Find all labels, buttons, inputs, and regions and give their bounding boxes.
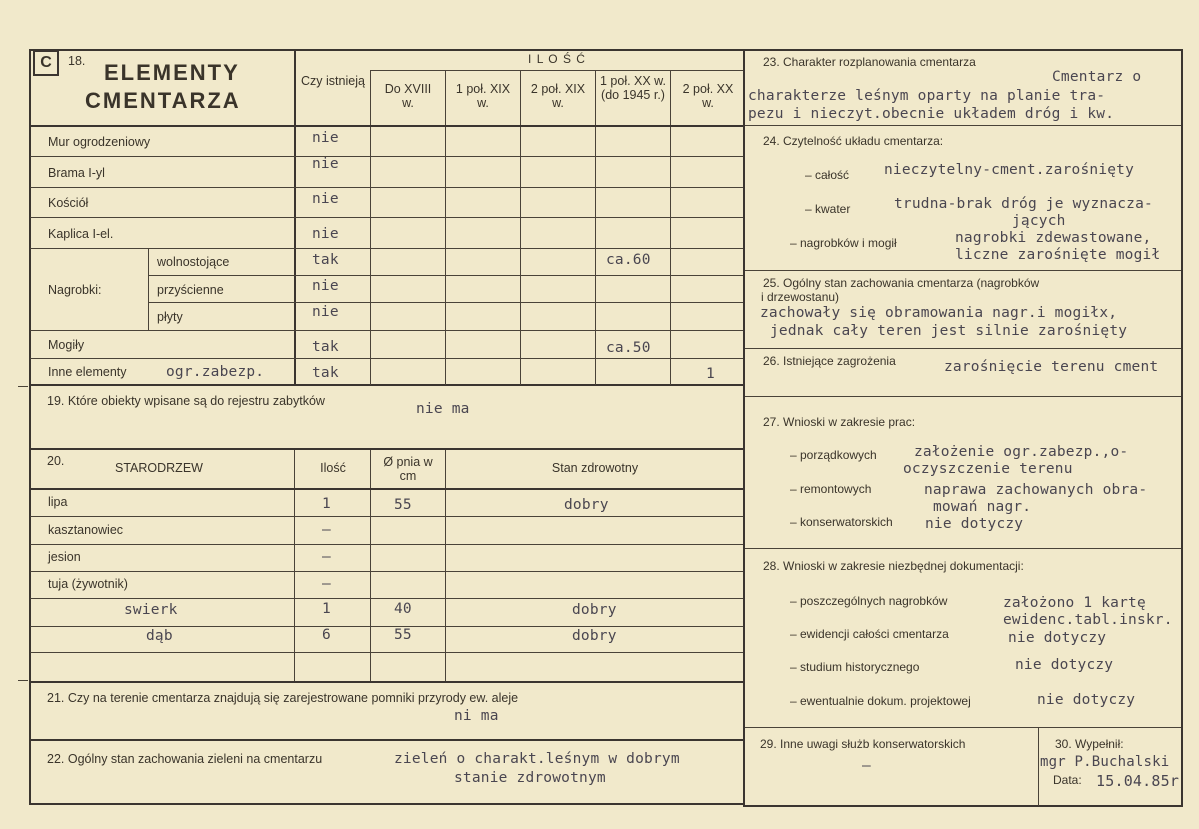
section-20-number: 20. [47,454,65,468]
section-27-porzadkowych: – porządkowych [790,448,877,462]
section-29-label: 29. Inne uwagi służb konserwatorskich [760,737,966,751]
divider [30,626,744,627]
section-19-label: 19. Które obiekty wpisane są do rejestru zabytków [47,394,325,408]
section-23-line-3: pezu i nieczyt.obecnie układem dróg i kw. [748,106,1115,122]
section-27-porzadkowych-value-1: założenie ogr.zabezp.,o- [914,444,1129,460]
tree-species-6: dąb [146,628,173,644]
section-23-label: 23. Charakter rozplanowania cmentarza [763,55,976,69]
section-27-porzadkowych-value-2: oczyszczenie terenu [903,461,1073,477]
exists-inne: tak [312,365,339,381]
section-28-label: 28. Wnioski w zakresie niezbędnej dokumentacji: [763,559,1024,573]
exists-mur: nie [312,130,339,146]
qty-wolnostojace: ca.60 [606,252,651,268]
tree-qty-5: 1 [322,601,331,617]
divider [670,70,671,385]
section-18-title-1: ELEMENTY [104,60,240,85]
section-24-calosc: – całość [805,168,850,182]
section-27-remontowych-value-2: mowań nagr. [933,499,1032,515]
section-21-frame [29,681,745,741]
section-26-label: 26. Istniejące zagrożenia [763,354,896,368]
section-24-kwater-value-2: jących [1012,213,1066,229]
section-28-nagrobkow-value-1: założono 1 kartę [1003,595,1146,611]
exists-brama: nie [312,156,339,172]
col-header-period-5: 2 poł. XX w. [682,82,734,110]
exists-kaplica: nie [312,226,339,242]
section-30-label: 30. Wypełnił: [1055,737,1124,751]
row-label-mogily: Mogiły [48,338,85,352]
col-header-exists: Czy istnieją [301,74,365,88]
tree-species-3: jesion [48,550,81,564]
section-24-kwater-value-1: trudna-brak dróg je wyznacza- [894,196,1153,212]
col-header-ilosc: I L O Ś Ć [528,52,586,66]
section-30-date-label: Data: [1053,773,1082,787]
section-24-nagrobkow-value-1: nagrobki zdewastowane, [955,230,1152,246]
row-label-inne: Inne elementy [48,365,127,379]
tree-state-6: dobry [572,628,617,644]
section-25-value-2: jednak cały teren jest silnie zarośnięty [770,323,1128,339]
divider [30,187,744,188]
section-28-projektowej-value: nie dotyczy [1037,692,1136,708]
divider [745,125,1181,126]
section-23-line-2: charakterze leśnym oparty na planie tra- [748,88,1106,104]
tree-qty-2: – [322,522,331,538]
section-21-value: ni ma [454,708,499,724]
section-22-value-2: stanie zdrowotnym [454,770,606,786]
divider [745,727,1181,728]
section-28-nagrobkow-value-2: ewidenc.tabl.inskr. [1003,612,1173,628]
col-header-period-1: Do XVIII w. [384,82,432,110]
section-27-remontowych: – remontowych [790,482,872,496]
exists-mogily: tak [312,339,339,355]
row-label-kaplica: Kaplica I-el. [48,227,114,241]
section-22-frame [29,739,745,805]
section-24-calosc-value: nieczytelny-cment.zarośnięty [884,162,1135,178]
row-label-brama: Brama I-yl [48,166,105,180]
section-28-nagrobkow: – poszczególnych nagrobków [790,594,948,608]
tree-species-5: swierk [124,602,178,618]
tree-diam-1: 55 [394,497,412,513]
row-label-plyty: płyty [157,310,183,324]
section-18-title-2: CMENTARZA [85,88,241,113]
section-25-label-1: 25. Ogólny stan zachowania cmentarza (nagrobków [763,276,1040,290]
exists-wolnostojace: tak [312,252,339,268]
divider [148,275,744,276]
divider [30,330,744,331]
col-header-period-4: 1 poł. XX w. (do 1945 r.) [599,74,666,102]
divider [445,70,446,385]
divider [30,358,744,359]
section-22-value-1: zieleń o charakt.leśnym w dobrym [394,751,680,767]
section-20-title: STARODRZEW [115,461,203,475]
divider [445,450,446,681]
row-label-mur: Mur ogrodzeniowy [48,135,151,149]
section-30-name: mgr P.Buchalski [1040,754,1170,770]
section-24-nagrobkow-value-2: liczne zarośnięte mogił [955,247,1161,263]
tree-diam-6: 55 [394,627,412,643]
section-24-kwater: – kwater [805,202,851,216]
tree-qty-4: – [322,576,331,592]
section-27-remontowych-value-1: naprawa zachowanych obra- [924,482,1148,498]
section-22-label: 22. Ogólny stan zachowania zieleni na cmentarzu [47,752,323,766]
exists-plyty: nie [312,304,339,320]
divider [30,217,744,218]
row-label-kosciol: Kościół [48,196,89,210]
section-21-label: 21. Czy na terenie cmentarza znajdują się zarejestrowane pomniki przyrody ew. aleje [47,691,519,705]
margin-mark [18,680,28,681]
tree-species-4: tuja (żywotnik) [48,577,128,591]
section-27-label: 27. Wnioski w zakresie prac: [763,415,916,429]
section-26-value: zarośnięcie terenu cment [944,359,1159,375]
divider [595,70,596,385]
col-header-state: Stan zdrowotny [551,461,639,475]
section-24-nagrobkow: – nagrobków i mogił [790,236,897,250]
tree-state-1: dobry [564,497,609,513]
divider [30,544,744,545]
row-label-nagrobki: Nagrobki: [48,283,102,297]
divider [370,450,371,681]
divider [745,348,1181,349]
tree-state-5: dobry [572,602,617,618]
divider [745,548,1181,549]
divider [30,156,744,157]
tree-species-2: kasztanowiec [48,523,124,537]
section-28-studium: – studium historycznego [790,660,920,674]
divider [370,70,744,71]
divider [745,396,1181,397]
section-23-line-1: Cmentarz o [1052,69,1142,85]
section-20-frame [29,448,745,683]
tree-qty-3: – [322,549,331,565]
tree-species-1: lipa [48,495,68,509]
divider [745,270,1181,271]
qty-inne: 1 [706,366,715,382]
exists-kosciol: nie [312,191,339,207]
divider [30,248,744,249]
divider [148,248,149,330]
section-28-ewidencji-value: nie dotyczy [1008,630,1107,646]
divider [294,450,295,681]
section-25-value-1: zachowały się obramowania nagr.i mogiłx, [760,305,1118,321]
section-30-date: 15.04.85r [1096,772,1180,790]
section-25-label-2: i drzewostanu) [761,290,840,304]
section-letter-box: C [33,50,59,76]
exists-przyscienne: nie [312,278,339,294]
col-header-diameter: Ø pnia w cm [383,455,433,483]
inne-elementy-value: ogr.zabezp. [166,364,265,380]
divider [30,488,744,490]
col-header-period-3: 2 poł. XIX w. [530,82,586,110]
col-header-qty: Ilość [320,461,346,475]
section-27-konserwatorskich-value: nie dotyczy [925,516,1024,532]
section-19-value: nie ma [416,401,470,417]
divider [30,652,744,653]
divider [30,598,744,599]
row-label-przyscienne: przyścienne [157,283,224,297]
divider [148,302,744,303]
qty-mogily: ca.50 [606,340,651,356]
divider [30,516,744,517]
section-27-konserwatorskich: – konserwatorskich [790,515,893,529]
section-28-projektowej: – ewentualnie dokum. projektowej [790,694,971,708]
row-label-wolnostojace: wolnostojące [157,255,230,269]
tree-qty-6: 6 [322,627,331,643]
margin-mark [18,386,28,387]
divider [30,125,744,127]
col-header-period-2: 1 poł. XIX w. [455,82,511,110]
divider [520,70,521,385]
tree-diam-5: 40 [394,601,412,617]
section-29-value: – [862,758,871,774]
divider [370,70,371,385]
section-28-studium-value: nie dotyczy [1015,657,1114,673]
divider [30,571,744,572]
divider [1038,727,1039,806]
section-18-number: 18. [68,54,86,68]
section-28-ewidencji: – ewidencji całości cmentarza [790,627,949,641]
section-24-label: 24. Czytelność układu cmentarza: [763,134,944,148]
tree-qty-1: 1 [322,496,331,512]
